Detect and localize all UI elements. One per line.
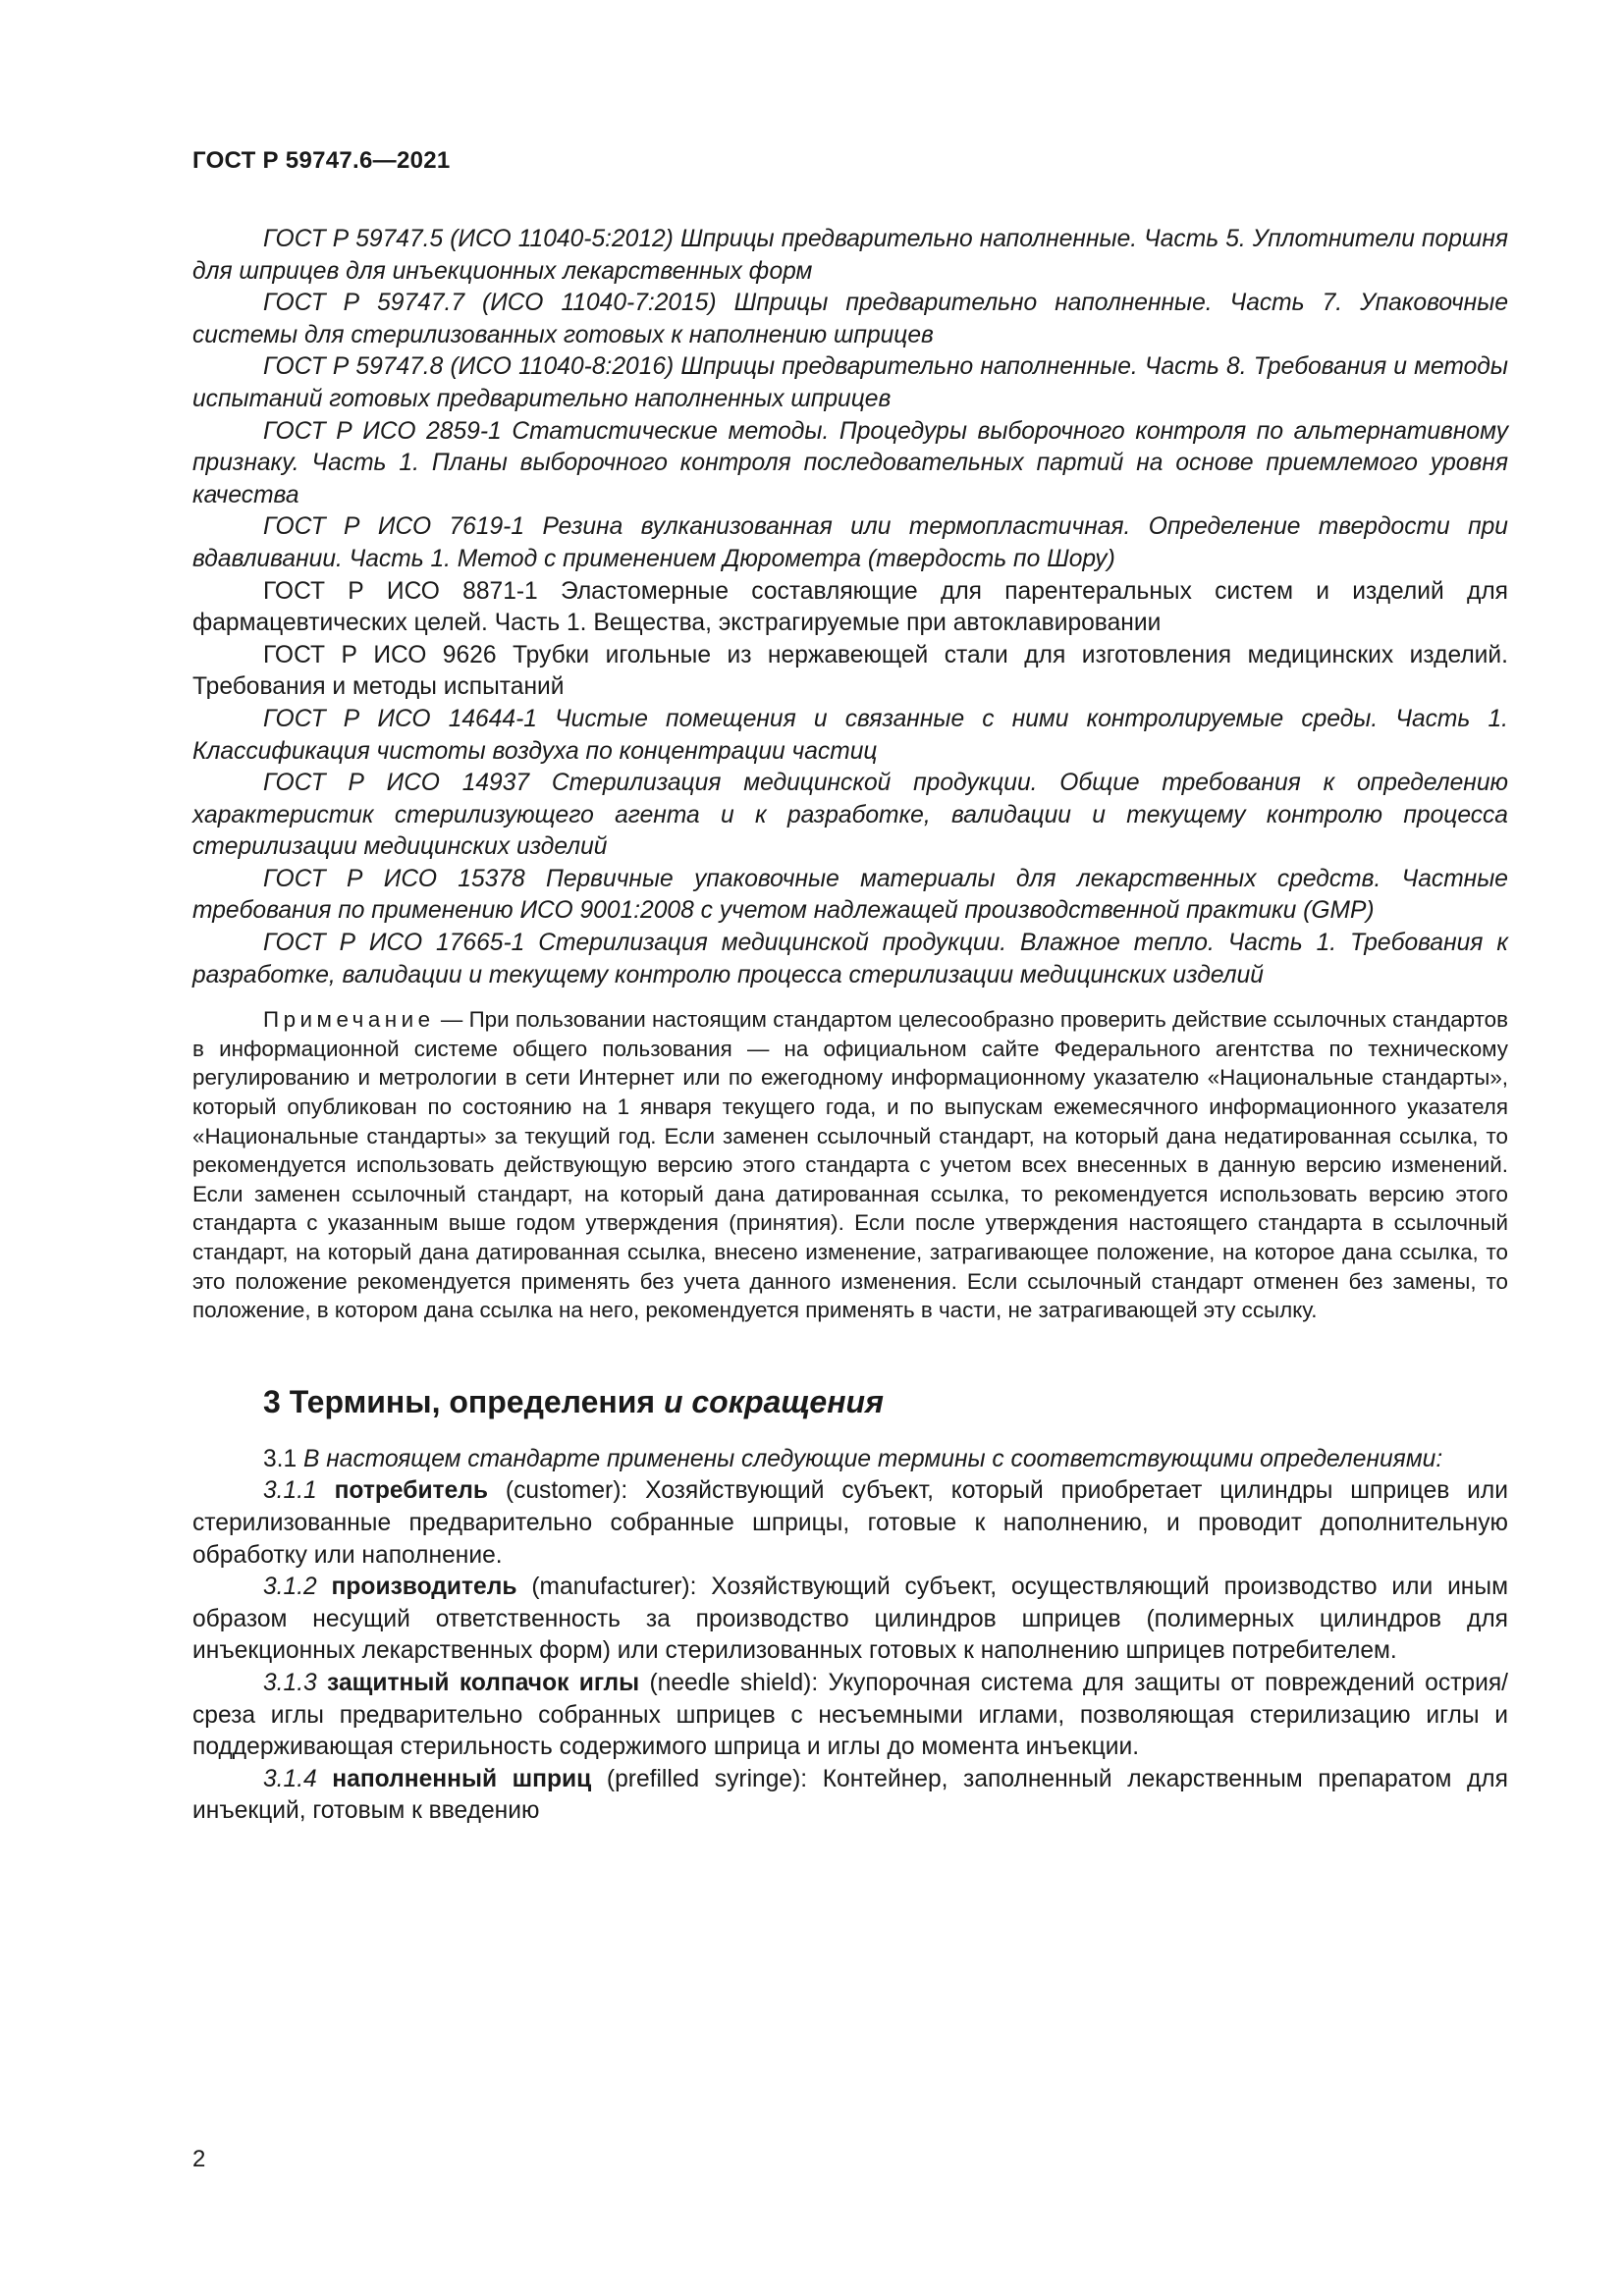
reference-item: ГОСТ Р ИСО 17665-1 Стерилизация медицинской продукции. Влажное тепло. Часть 1. Требования к разработке, валидации и текущему контролю процесса стерилизации медицинских изделий (192, 930, 1508, 988)
reference-item: ГОСТ Р ИСО 14644-1 Чистые помещения и связанные с ними контролируемые среды. Часть 1. Классификация чистоты воздуха по концентрации частиц (192, 705, 1508, 765)
section-heading-italic: и сокращения (663, 1383, 884, 1419)
term-english: (needle shield): (649, 1669, 819, 1696)
term-number: 3.1.4 (263, 1765, 317, 1792)
term-name: производитель (331, 1574, 517, 1601)
section-intro-text: В настоящем стандарте применены следующие термины с соответствующими определениями: (303, 1445, 1443, 1472)
section-heading (263, 1384, 1508, 1420)
reference-item: ГОСТ Р 59747.8 (ИСО 11040-8:2016) Шприцы предварительно наполненные. Часть 8. Требования и методы испытаний готовых предварительно наполненных шприцев (192, 353, 1508, 412)
reference-item: ГОСТ Р ИСО 14937 Стерилизация медицинской продукции. Общие требования к определению характеристик стерилизующего агента и к разработке, валидации и текущему контролю процесса стерилизации медицинских изделий (192, 770, 1508, 861)
term-definition: Контейнер, заполненный лекарственным препаратом для инъекций, готовым к введению (192, 1765, 1508, 1825)
note-text: При пользовании настоящим стандартом целесообразно проверить действие ссылочных стандартов в информационной системе общего пользования — на официальном сайте Федерального агентства по техническому регулированию и метрологии в сети Интернет или по ежегодному информационному указателю «Национальные стандарты», который опубликован по состоянию на 1 января текущего года, и по выпускам ежемесячного информационного указателя «Национальные стандарты» за текущий год. Если заменен ссылочный стандарт, на который дана недатированная ссылка, то рекомендуется использовать действующую версию этого стандарта с учетом всех внесенных в данную версию изменений. Если заменен ссылочный стандарт, на который дана датированная ссылка, то рекомендуется использовать версию этого стандарта с указанным выше годом утверждения (принятия). Если после утверждения настоящего стандарта в ссылочный стандарт, на который дана датированная ссылка, внесено изменение, затрагивающее положение, на которое дана ссылка, то это положение рекомендуется применять без учета данного изменения. Если ссылочный стандарт отменен без замены, то положение, в котором дана ссылка на него, рекомендуется применять в части, не затрагивающей эту ссылку. (192, 1007, 1508, 1323)
term-english: (manufacturer): (531, 1574, 697, 1601)
reference-item: ГОСТ Р ИСО 2859-1 Статистические методы. Процедуры выборочного контроля по альтернативному признаку. Часть 1. Планы выборочного контроля последовательных партий на основе приемлемого уровня качества (192, 417, 1508, 508)
document-code-header: ГОСТ Р 59747.6—2021 (192, 147, 451, 174)
term-name: потребитель (334, 1477, 489, 1505)
term-number: 3.1.1 (263, 1477, 317, 1505)
reference-item: ГОСТ Р ИСО 9626 Трубки игольные из нержавеющей стали для изготовления медицинских изделий. Требования и методы испытаний (192, 641, 1508, 701)
note-paragraph (192, 1005, 1508, 1325)
term-number: 3.1.3 (263, 1669, 317, 1696)
term-definition: Укупорочная система для защиты от повреждений острия/среза иглы предварительно собранных шприцев с несъемными иглами, позволяющая стерилизацию иглы и поддерживающая стерильность содержимого шприца и иглы до момента инъекции. (192, 1669, 1508, 1761)
reference-item: ГОСТ Р ИСО 7619-1 Резина вулканизованная или термопластичная. Определение твердости при вдавливании. Часть 1. Метод с применением Дюрометра (твердость по Шору) (192, 513, 1508, 572)
term-name: наполненный шприц (332, 1765, 592, 1792)
section-heading-plain: 3 Термины, определения (263, 1383, 664, 1419)
reference-item: ГОСТ Р 59747.7 (ИСО 11040-7:2015) Шприцы предварительно наполненные. Часть 7. Упаковочные системы для стерилизованных готовых к наполнению шприцев (192, 290, 1508, 348)
term-english: (prefilled syringe): (606, 1765, 808, 1792)
note-separator: — (434, 1007, 469, 1033)
term-definition: Хозяйствующий субъект, осуществляющий производство или иным образом несущий ответственность за производство цилиндров шприцев (полимерных цилиндров для инъекционных лекарственных форм) или стерилизованных готовых к наполнению шприцев потребителем. (192, 1574, 1508, 1665)
term-english: (customer): (505, 1477, 628, 1505)
section-intro-number: 3.1 (263, 1445, 304, 1472)
reference-item: ГОСТ Р ИСО 15378 Первичные упаковочные материалы для лекарственных средств. Частные требования по применению ИСО 9001:2008 с учетом надлежащей производственной практики (GMP) (192, 865, 1508, 925)
reference-item: ГОСТ Р ИСО 8871-1 Эластомерные составляющие для парентеральных систем и изделий для фармацевтических целей. Часть 1. Вещества, экстрагируемые при автоклавировании (192, 577, 1508, 637)
term-entry (192, 1572, 1508, 1668)
term-entry (192, 1764, 1508, 1828)
section-intro (192, 1444, 1508, 1476)
term-entry (192, 1475, 1508, 1572)
note-label: Примечание (263, 1007, 435, 1033)
term-name: защитный колпачок иглы (327, 1669, 640, 1696)
term-number: 3.1.2 (263, 1574, 317, 1601)
term-entry (192, 1668, 1508, 1764)
page-number: 2 (192, 2146, 206, 2172)
document-body (192, 224, 1508, 1828)
reference-item: ГОСТ Р 59747.5 (ИСО 11040-5:2012) Шприцы предварительно наполненные. Часть 5. Уплотнители поршня для шприцев для инъекционных лекарственных форм (192, 226, 1508, 285)
references-list (192, 224, 1508, 991)
term-definition: Хозяйствующий субъект, который приобретает цилиндры шприцев или стерилизованные предварительно собранные шприцы, готовые к наполнению, и проводит дополнительную обработку или наполнение. (192, 1477, 1508, 1569)
